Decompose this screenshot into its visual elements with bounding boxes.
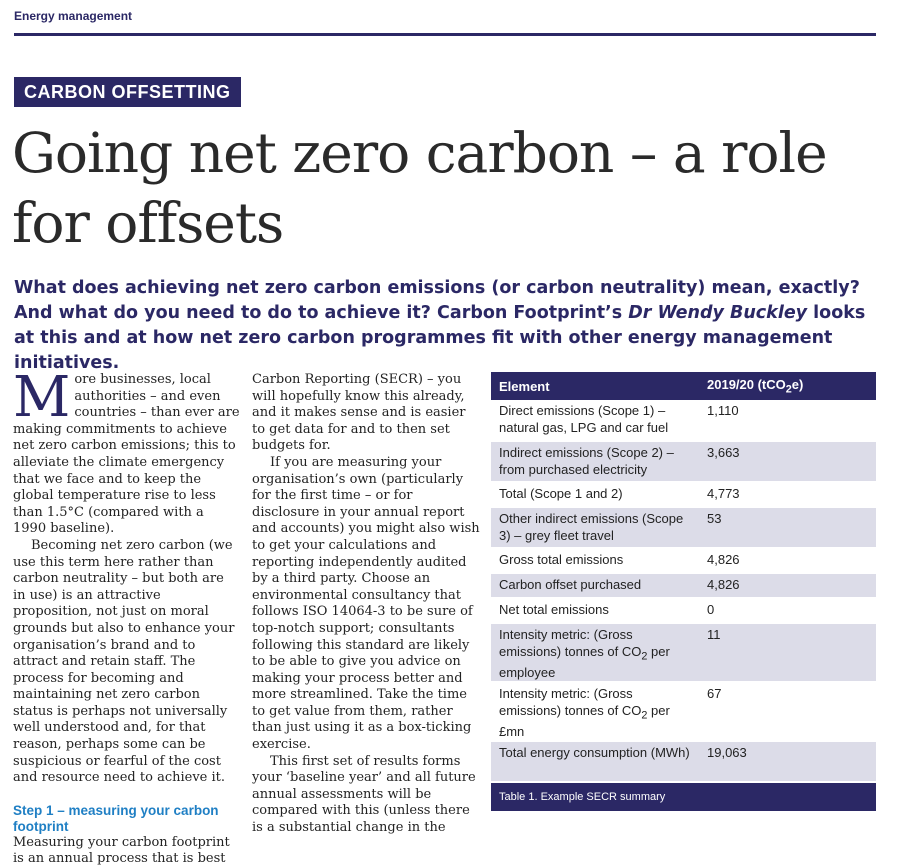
body-column-1 — [13, 365, 240, 868]
paragraph-3: Measuring your carbon footprint is an annual process that is best — [13, 834, 230, 867]
row-label-sub: 2 — [641, 650, 648, 663]
body-column-2 — [252, 372, 480, 837]
table-row — [491, 508, 876, 549]
table-row — [491, 442, 876, 483]
secr-summary-table — [491, 372, 876, 811]
row-label: Direct emissions (Scope 1) – natural gas, LPG and car fuel — [499, 403, 669, 435]
standfirst-text-pre: What does achieving net zero carbon emissions (or carbon neutrality) mean, exactly? And what do you need to do to achieve it? Carbon Footprint’s — [14, 278, 860, 323]
header-value-post: e) — [791, 376, 804, 392]
paragraph-5: If you are measuring your organisation’s own (particularly for the first time – or for disclosure in your annual report and accounts) you might also wish to get your calculations and reporting independently audited by a third party. Choose an environmental consultancy that follows ISO 14064-3 to be sure of top-notch support; consultants following this standard are likely to be able to give you advice on making your process better and more streamlined. Take the time to get value from them, rather than just using it as a box-ticking exercise. — [252, 454, 480, 753]
row-label — [491, 624, 699, 681]
row-label-pre: Intensity metric: (Gross emissions) tonnes of CO — [499, 686, 642, 718]
row-value: 4,826 — [707, 552, 740, 567]
standfirst — [14, 276, 884, 376]
header-value — [699, 377, 803, 396]
header-value-sub: 2 — [785, 383, 792, 396]
row-value: 19,063 — [707, 745, 747, 760]
row-label: Indirect emissions (Scope 2) – from purchased electricity — [499, 445, 674, 477]
row-label-sub: 2 — [641, 709, 648, 722]
row-value: 4,773 — [707, 486, 740, 501]
paragraph-1-text: ore businesses, local authorities – and even countries – than ever are making commitments to achieve net zero carbon emissions; this to alleviate the climate emergency that we face and to keep the global temperature rise to less than 1.5°C (compared with a 1990 baseline). — [13, 372, 240, 537]
row-value: 3,663 — [707, 445, 740, 460]
row-value: 1,110 — [707, 403, 739, 418]
row-label: Gross total emissions — [499, 552, 624, 567]
table-row — [491, 549, 876, 574]
table-row — [491, 624, 876, 683]
standfirst-author: Dr Wendy Buckley — [628, 303, 808, 323]
drop-cap: M — [13, 365, 71, 430]
table-row — [491, 574, 876, 599]
row-value: 53 — [707, 511, 722, 526]
top-rule — [14, 33, 876, 36]
paragraph-1 — [13, 365, 240, 538]
standfirst-text-post: looks at this and at how net zero carbon programmes fit with other energy management initiatives. — [14, 303, 866, 373]
paragraph-2: Becoming net zero carbon (we use this term here rather than carbon neutrality – but both are in use) is an attractive proposition, not just on moral grounds but also to enhance your organisation’s brand and to attract and retain staff. The process for becoming and maintaining net zero carbon status is perhaps not universally well understood and, for that reason, perhaps some can be suspicious or fearful of the cost and resource need to achieve it. — [13, 537, 235, 786]
table-row — [491, 683, 876, 742]
section-label: Energy management — [14, 9, 133, 23]
headline: Going net zero carbon – a role for offsets — [12, 121, 827, 255]
row-label — [491, 683, 699, 740]
subheading-step-1: Step 1 – measuring your carbon footprint — [13, 802, 219, 834]
table-caption: Table 1. Example SECR summary — [491, 783, 876, 811]
table-row — [491, 400, 876, 442]
row-label-post: per employee — [499, 643, 670, 680]
row-label: Total (Scope 1 and 2) — [499, 486, 623, 501]
header-value-pre: 2019/20 (tCO — [707, 376, 786, 392]
paragraph-6: This first set of results forms your ‘baseline year’ and all future annual assessments will be compared with this (unless there is a substantial change in the — [252, 753, 476, 836]
row-label: Total energy consumption (MWh) — [499, 745, 690, 760]
table-row — [491, 483, 876, 508]
row-value: 67 — [707, 686, 722, 701]
row-label-pre: Intensity metric: (Gross emissions) tonnes of CO — [499, 627, 642, 659]
header-element: Element — [499, 378, 550, 394]
row-label-post: per £mn — [499, 702, 670, 739]
row-label: Net total emissions — [499, 602, 609, 617]
table-row — [491, 742, 876, 783]
table-row — [491, 599, 876, 624]
row-value: 11 — [707, 627, 721, 642]
paragraph-4: Carbon Reporting (SECR) – you will hopefully know this already, and it makes sense and is easier to get data for and to then set budgets for. — [252, 372, 466, 454]
row-value: 0 — [707, 602, 715, 617]
table-header — [491, 372, 876, 400]
row-label: Carbon offset purchased — [499, 577, 642, 592]
row-label: Other indirect emissions (Scope 3) – grey fleet travel — [499, 511, 684, 543]
row-value: 4,826 — [707, 577, 740, 592]
kicker-label: CARBON OFFSETTING — [14, 77, 241, 107]
